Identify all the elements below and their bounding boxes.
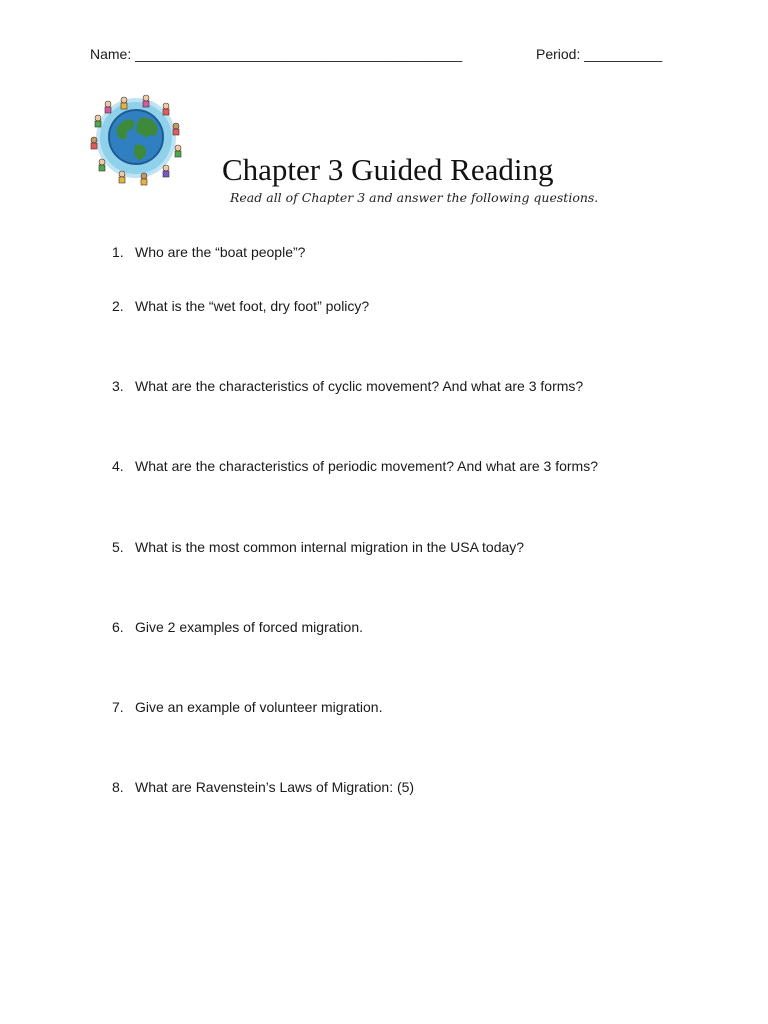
question-text: What are the characteristics of cyclic movement? And what are 3 forms? [135, 378, 584, 394]
question-text: What are Ravenstein’s Laws of Migration: (5) [135, 779, 415, 795]
question-number: 4. [112, 458, 124, 474]
question-item [112, 458, 598, 474]
question-item [112, 619, 363, 635]
question-item [112, 378, 583, 394]
question-text: What is the most common internal migration in the USA today? [135, 539, 525, 555]
question-item [112, 539, 524, 555]
question-item [112, 699, 382, 715]
globe-with-children-icon [88, 90, 186, 186]
question-number: 3. [112, 378, 124, 394]
question-text: Give 2 examples of forced migration. [135, 619, 363, 635]
question-number: 7. [112, 699, 124, 715]
page-subtitle: Read all of Chapter 3 and answer the following questions. [230, 190, 599, 205]
question-text: Give an example of volunteer migration. [135, 699, 383, 715]
page-title: Chapter 3 Guided Reading [222, 152, 554, 187]
question-number: 2. [112, 298, 124, 314]
question-text: Who are the “boat people”? [135, 244, 306, 260]
question-item [112, 298, 369, 314]
name-field[interactable]: Name: __________________________________________ [90, 46, 463, 62]
period-field[interactable]: Period: __________ [536, 46, 663, 62]
question-text: What is the “wet foot, dry foot” policy? [135, 298, 370, 314]
question-number: 5. [112, 539, 124, 555]
question-number: 8. [112, 779, 124, 795]
question-number: 6. [112, 619, 124, 635]
question-number: 1. [112, 244, 124, 260]
question-item [112, 244, 305, 260]
question-text: What are the characteristics of periodic movement? And what are 3 forms? [135, 458, 598, 474]
question-item [112, 779, 414, 795]
